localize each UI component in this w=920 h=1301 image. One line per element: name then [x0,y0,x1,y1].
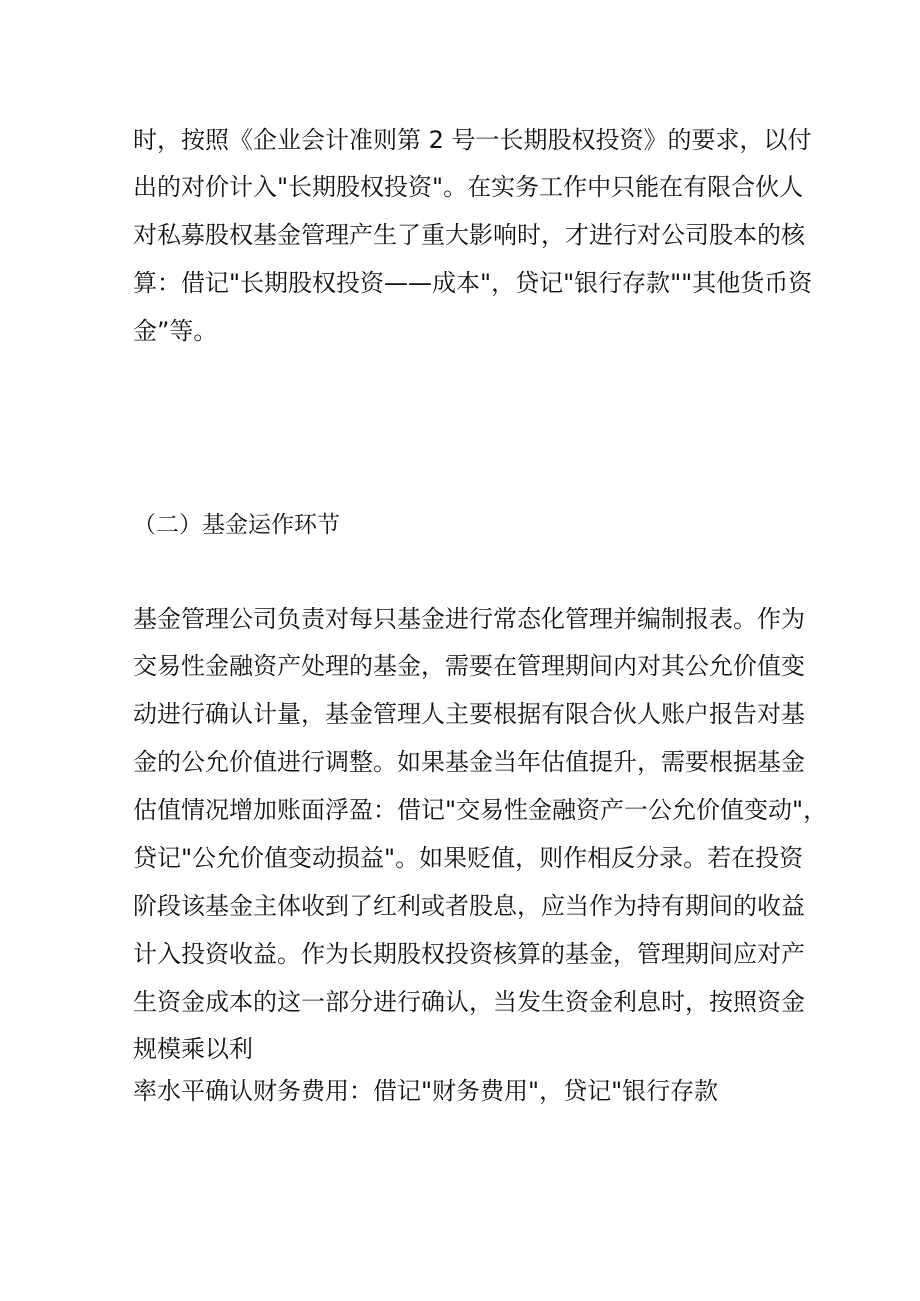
paragraph-1-line: 出的对价计入"长期股权投资"。在实务工作中只能在有限合伙人 [133,173,804,201]
paragraph-2-line: 计入投资收益。作为长期股权投资核算的基金，管理期间应对产 [133,940,805,968]
paragraph-2-line: 率水平确认财务费用：借记"财务费用"，贷记"银行存款 [133,1077,719,1105]
section-heading: （二）基金运作环节 [133,512,340,538]
paragraph-2-line: 金的公允价值进行调整。如果基金当年估值提升，需要根据基金 [133,748,805,776]
paragraph-2-line: 规模乘以利 [133,1035,253,1063]
paragraph-2-line: 动进行确认计量，基金管理人主要根据有限合伙人账户报告对基 [133,700,805,728]
paragraph-2-line: 交易性金融资产处理的基金，需要在管理期间内对其公允价值变 [133,652,805,680]
paragraph-2-line: 贷记"公允价值变动损益"。如果贬值，则作相反分录。若在投资 [133,844,804,872]
paragraph-1-line: 时，按照《企业会计准则第 2 号一长期股权投资》的要求，以付 [133,126,812,154]
paragraph-2-line: 生资金成本的这一部分进行确认，当发生资金利息时，按照资金 [133,988,805,1016]
paragraph-1-line: 算：借记"长期股权投资——成本"，贷记"银行存款""其他货币资 [133,269,813,297]
paragraph-2-line: 阶段该基金主体收到了红利或者股息，应当作为持有期间的收益 [133,892,805,920]
paragraph-1-line: 金”等。 [133,317,218,345]
paragraph-1-line: 对私募股权基金管理产生了重大影响时，才进行对公司股本的核 [133,221,805,249]
paragraph-2-line: 基金管理公司负责对每只基金进行常态化管理并编制报表。作为 [133,605,805,633]
paragraph-2-line: 估值情况增加账面浮盈：借记"交易性金融资产一公允价值变动"， [133,796,828,824]
